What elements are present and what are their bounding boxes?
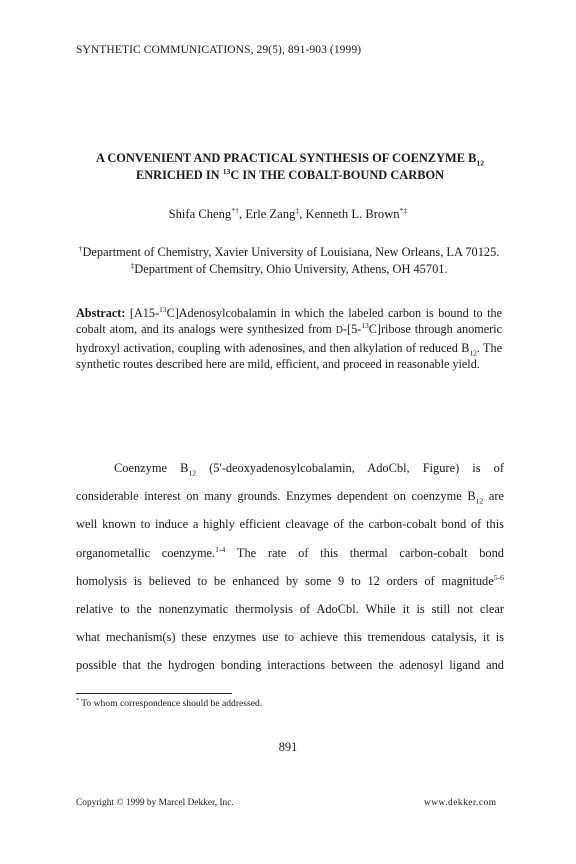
author-2: , Erle Zang — [239, 207, 296, 221]
abstract-sub-1: 12 — [469, 348, 477, 358]
body-line-1-sub: 12 — [188, 468, 197, 478]
abstract-text-3: -[5- — [342, 322, 362, 337]
body-line-1-text-b: (5'-deoxyadenosylcobalamin, AdoCbl, Figure) is of — [196, 461, 504, 475]
body-line-5-text: homolysis is believed to be enhanced by some 9 to 12 orders of magnitude — [76, 573, 494, 588]
body-line-2-sub: 12 — [475, 496, 484, 506]
footnote-mark: * — [76, 697, 79, 704]
title-line1-text: A CONVENIENT AND PRACTICAL SYNTHESIS OF COENZYME B — [95, 151, 477, 165]
abstract-small-caps-d: D — [335, 325, 343, 337]
title-line-1 — [40, 150, 540, 167]
author-3: , Kenneth L. Brown — [299, 207, 400, 221]
page-number: 891 — [278, 740, 298, 754]
body-line-2-text-a: considerable interest on many grounds. Enzymes dependent on coenzyme B — [76, 489, 476, 504]
journal-header: SYNTHETIC COMMUNICATIONS, 29(5), 891-903 (1999) — [76, 44, 362, 56]
abstract-label: Abstract: — [76, 306, 126, 320]
title-line2-superscript: 13 — [222, 166, 231, 176]
author-1: Shifa Cheng — [168, 207, 232, 221]
footnote — [76, 698, 262, 709]
abstract-sup-2: 13 — [361, 321, 369, 331]
paper-title — [40, 150, 540, 184]
affiliation-2-mark: ‡ — [130, 260, 135, 270]
affiliation-1-mark: † — [78, 243, 83, 253]
title-line1-subscript: 12 — [476, 158, 485, 168]
body-line-1 — [76, 461, 504, 476]
body-line-4-sup: 1-4 — [215, 544, 226, 554]
abstract-text-4: C]ribose through anomeric hydroxyl activation, coupling with adenosines, and then alkylation of reduced B — [76, 322, 502, 355]
body-line-8: possible that the hydrogen bonding interactions between the adenosyl ligand and — [76, 658, 504, 673]
affiliation-2: Department of Chemsitry, Ohio University, Athens, OH 45701. — [134, 262, 448, 276]
body-line-6: relative to the nonenzymatic thermolysis of AdoCbl. While it is still not clear — [76, 602, 504, 616]
abstract-text-2: C]Adenosylcobalamin in which the labeled carbon is bound to the cobalt atom, and its analogs were synthesized from — [76, 306, 502, 337]
footnote-rule — [76, 693, 232, 694]
abstract — [76, 305, 502, 373]
abstract-sup-1: 13 — [159, 304, 167, 314]
author-3-mark: *‡ — [399, 205, 408, 215]
copyright-notice: Copyright © 1999 by Marcel Dekker, Inc. — [76, 798, 234, 808]
body-line-4-text-a: organometallic coenzyme. — [76, 545, 216, 560]
body-line-1-text-a: Coenzyme B — [114, 461, 189, 475]
body-line-4-text-b: The rate of this thermal carbon-cobalt bond — [225, 545, 504, 560]
publisher-website: www.dekker.com — [424, 798, 497, 808]
title-line-2 — [40, 167, 540, 184]
abstract-text-5: . The synthetic routes described here are mild, efficient, and proceed in reasonable yield. — [76, 340, 502, 372]
author-2-mark: ‡ — [295, 205, 300, 215]
title-line2-text-b: C IN THE COBALT-BOUND CARBON — [230, 168, 445, 182]
affiliations — [76, 244, 502, 278]
author-1-mark: *† — [231, 205, 240, 215]
body-line-3: well known to induce a highly efficient cleavage of the carbon-cobalt bond of this — [76, 517, 504, 532]
footnote-text: To whom correspondence should be addressed. — [78, 698, 263, 709]
body-line-5-sup: 5-6 — [493, 572, 504, 582]
author-list — [0, 207, 576, 222]
affiliation-1: Department of Chemistry, Xavier University of Louisiana, New Orleans, LA 70125. — [82, 245, 500, 259]
body-line-4 — [76, 546, 504, 561]
abstract-text-1: [A15- — [125, 306, 160, 320]
body-line-7: what mechanism(s) these enzymes use to achieve this tremendous catalysis, it is — [76, 630, 504, 645]
body-line-2-text-b: are — [483, 489, 504, 504]
body-line-5 — [76, 574, 504, 589]
title-line2-text-a: ENRICHED IN — [135, 168, 223, 182]
body-line-2 — [76, 489, 504, 504]
